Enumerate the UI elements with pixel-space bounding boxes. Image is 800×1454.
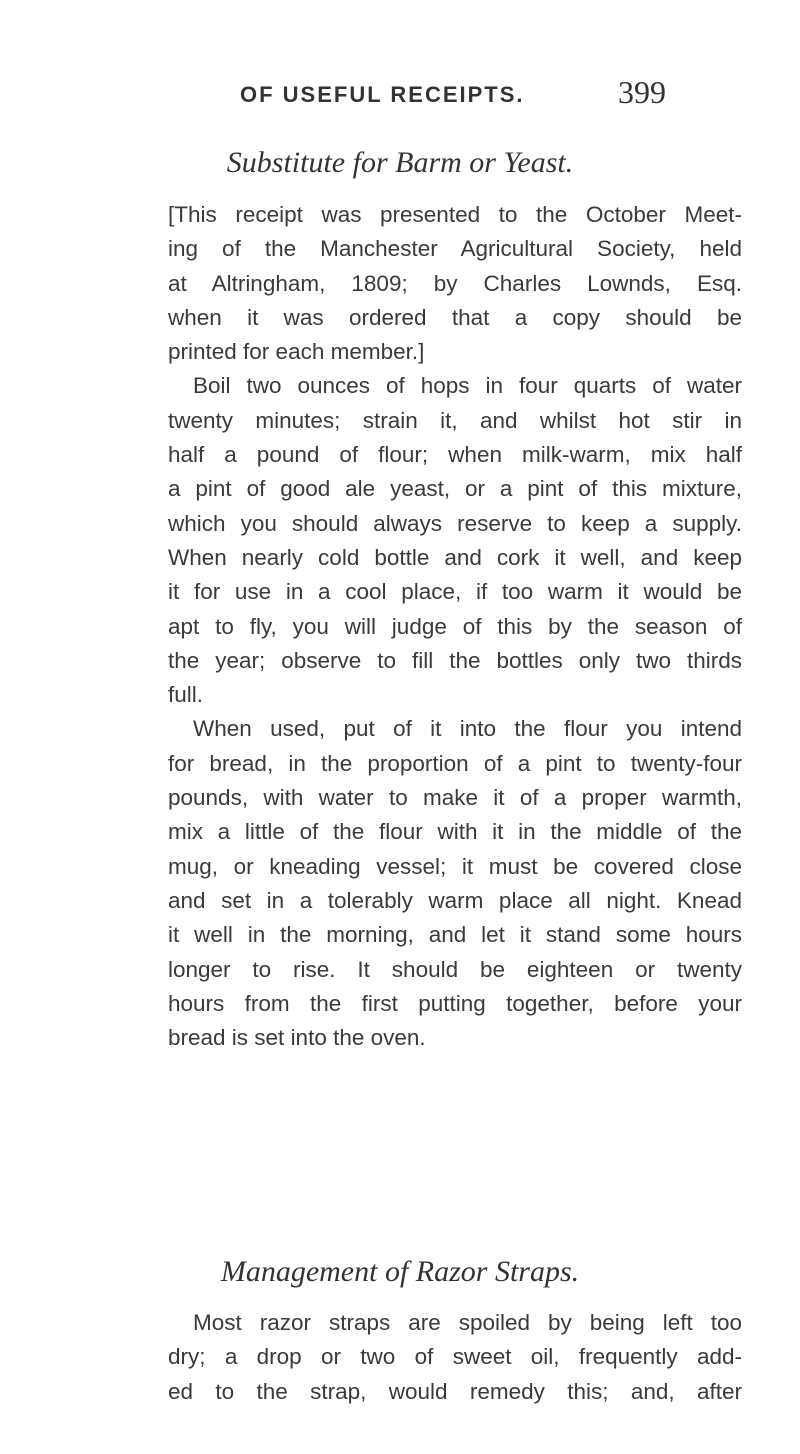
text-line: it well in the morning, and let it stand some hours (168, 922, 742, 948)
text-line: it for use in a cool place, if too warm it would be (168, 579, 742, 605)
text-line: printed for each member.] (168, 339, 425, 365)
text-line: bread is set into the oven. (168, 1025, 426, 1051)
text-line: hours from the first putting together, before your (168, 990, 742, 1016)
text-line: at Altringham, 1809; by Charles Lownds, Esq. (168, 270, 742, 296)
text-line: for bread, in the proportion of a pint to twenty-four (168, 750, 742, 776)
paragraph (168, 1306, 742, 1409)
text-line: dry; a drop or two of sweet oil, frequently add- (168, 1344, 742, 1370)
text-line: Most razor straps are spoiled by being left too (193, 1310, 742, 1335)
text-line: full. (168, 682, 204, 708)
section-heading-razor: Management of Razor Straps. (220, 1255, 580, 1288)
editorial-note (168, 198, 742, 369)
text-line: and set in a tolerably warm place all night. Knead (168, 887, 742, 913)
text-line: pounds, with water to make it of a proper warmth, (168, 785, 742, 811)
text-line: mix a little of the flour with it in the middle of the (168, 819, 742, 845)
text-line: which you should always reserve to keep a supply. (168, 510, 742, 536)
text-line: [This receipt was presented to the October Meet- (168, 202, 742, 227)
text-line: apt to fly, you will judge of this by the season of (168, 613, 742, 639)
text-line: a pint of good ale yeast, or a pint of this mixture, (168, 476, 742, 502)
paragraph (168, 712, 742, 1055)
text-line: twenty minutes; strain it, and whilst hot stir in (168, 407, 742, 433)
text-line: ing of the Manchester Agricultural Society, held (168, 236, 742, 262)
text-line: When used, put of it into the flour you intend (193, 716, 742, 742)
text-line: when it was ordered that a copy should be (168, 304, 742, 330)
text-line: half a pound of flour; when milk-warm, mix half (168, 442, 742, 468)
text-line: the year; observe to fill the bottles only two thirds (168, 647, 742, 673)
text-line: ed to the strap, would remedy this; and, after (168, 1378, 742, 1404)
text-line: longer to rise. It should be eighteen or twenty (168, 956, 742, 982)
running-title: OF USEFUL RECEIPTS. (240, 82, 525, 107)
section-heading-barm: Substitute for Barm or Yeast. (226, 146, 574, 179)
text-line: When nearly cold bottle and cork it well, and keep (168, 544, 742, 570)
paragraph (168, 369, 742, 712)
page-number: 399 (618, 74, 666, 110)
section-body-razor (168, 1306, 742, 1409)
text-line: Boil two ounces of hops in four quarts of water (193, 373, 742, 399)
running-head (0, 74, 800, 120)
section-body-barm (168, 198, 742, 1055)
text-line: mug, or kneading vessel; it must be covered close (168, 853, 742, 879)
